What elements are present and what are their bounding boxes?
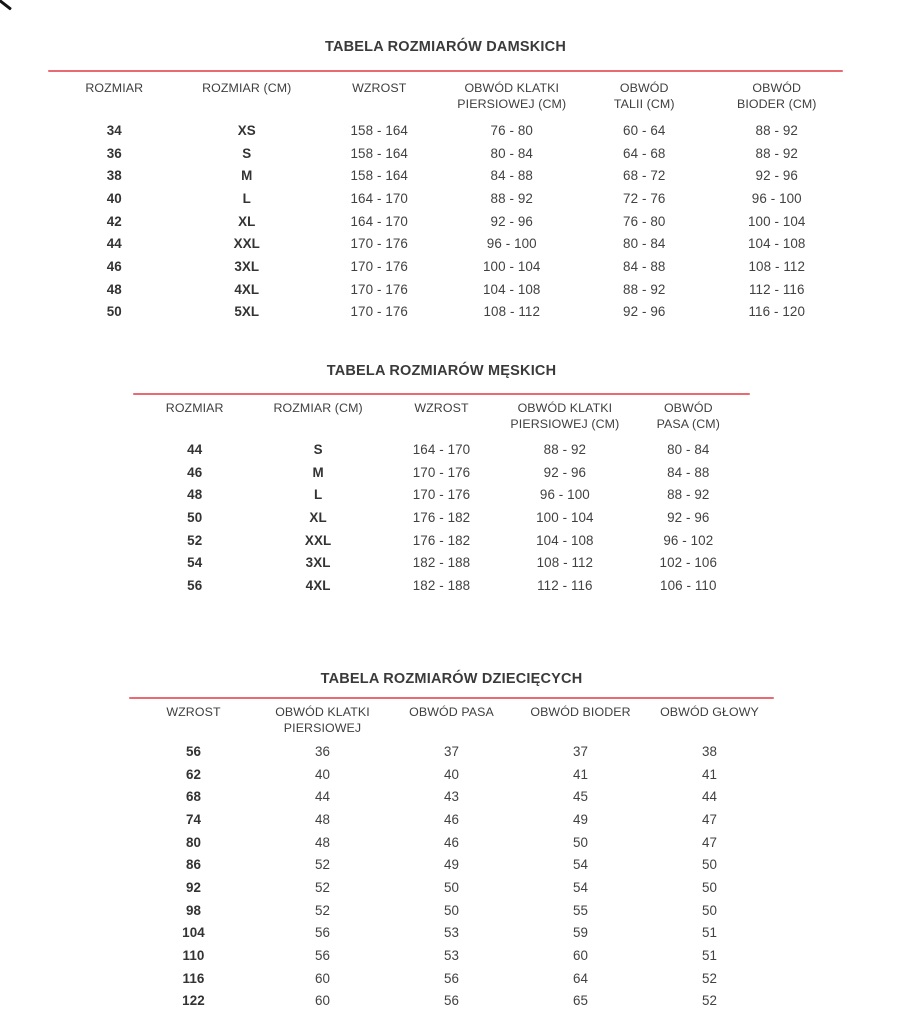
table-cell: 48: [187, 487, 203, 503]
table-cell: 50: [443, 879, 460, 895]
column-header: [387, 704, 516, 740]
table-cell: 52: [314, 902, 331, 918]
column-header-line: OBWÓD PASA: [409, 705, 494, 719]
table-cell: 41: [701, 766, 718, 782]
table-cell: 182 - 188: [412, 555, 471, 571]
table-cell: 45: [572, 789, 589, 805]
table-row: [129, 853, 774, 876]
table-cell: 100 - 104: [748, 213, 806, 229]
table-cell: 46: [443, 811, 460, 827]
table-cell: 86: [185, 857, 202, 873]
table-cell: 98: [185, 902, 202, 918]
table-row: [48, 187, 843, 210]
table-cell: 80 - 84: [623, 236, 666, 252]
table-cell: 108 - 112: [483, 304, 540, 320]
table-row: [48, 301, 843, 324]
table-cell: 59: [572, 925, 589, 941]
table-row: [129, 763, 774, 786]
table-cell: 56: [314, 948, 331, 964]
table-header-row: [48, 80, 843, 119]
table-row: [129, 944, 774, 967]
table-row: [129, 785, 774, 808]
column-header-line: OBWÓD KLATKI: [275, 705, 370, 719]
table-cell: 88 - 92: [543, 441, 587, 457]
table-cell: 50: [701, 879, 718, 895]
table-row: [133, 551, 750, 574]
table-cell: 100 - 104: [536, 509, 594, 525]
column-header: [645, 704, 774, 740]
table-cell: 106 - 110: [660, 577, 717, 593]
column-header-line: OBWÓD: [752, 81, 802, 95]
table-cell: 80 - 84: [490, 145, 533, 161]
table-cell: 44: [106, 236, 122, 252]
women-size-table-section: [48, 38, 843, 323]
table-cell: 170 - 176: [412, 487, 471, 503]
table-cell: 54: [572, 879, 589, 895]
column-header-line: PIERSIOWEJ: [283, 721, 362, 735]
column-header-line: OBWÓD: [663, 401, 713, 415]
table-cell: 50: [106, 304, 122, 320]
column-header-line: OBWÓD KLATKI: [464, 81, 560, 95]
table-cell: 34: [106, 122, 122, 138]
table-cell: 44: [187, 441, 203, 457]
table-cell: 92: [185, 879, 202, 895]
table-cell: 68: [185, 789, 202, 805]
table-cell: 3XL: [234, 258, 260, 274]
women-table-title: TABELA ROZMIARÓW DAMSKICH: [324, 39, 566, 55]
table-cell: 56: [187, 577, 203, 593]
table-cell: 46: [443, 834, 460, 850]
table-cell: 44: [314, 789, 331, 805]
table-cell: 96 - 100: [486, 236, 537, 252]
table-cell: 170 - 176: [350, 304, 408, 320]
table-cell: 164 - 170: [350, 213, 408, 229]
table-body: [133, 438, 750, 597]
table-row: [48, 164, 843, 187]
header-row: [129, 704, 774, 740]
table-row: [129, 899, 774, 922]
table-row: [129, 831, 774, 854]
table-cell: XL: [238, 213, 256, 229]
table-cell: 3XL: [305, 555, 331, 571]
header-row: [48, 80, 843, 119]
table-cell: 88 - 92: [755, 145, 798, 161]
column-header: [313, 80, 446, 119]
red-divider-line: [133, 393, 750, 395]
table-row: [129, 740, 774, 763]
table-cell: 4XL: [305, 577, 331, 593]
table-cell: 92 - 96: [490, 213, 533, 229]
table-row: [133, 574, 750, 597]
table-cell: 50: [701, 857, 718, 873]
corner-artifact-mark: [0, 0, 12, 11]
table-cell: S: [313, 441, 323, 457]
column-header-line: ROZMIAR (CM): [202, 81, 292, 95]
table-cell: 46: [187, 464, 203, 480]
table-cell: 64 - 68: [623, 145, 666, 161]
table-cell: 36: [314, 743, 331, 759]
table-cell: 164 - 170: [350, 190, 408, 206]
table-header-row: [129, 704, 774, 740]
men-table-title: TABELA ROZMIARÓW MĘSKICH: [326, 363, 557, 379]
column-header: [129, 704, 258, 740]
table-cell: L: [313, 487, 323, 503]
table-cell: 53: [443, 948, 460, 964]
column-header: [446, 80, 579, 119]
table-cell: XL: [309, 509, 327, 525]
table-cell: 4XL: [234, 281, 260, 297]
table-cell: 170 - 176: [350, 281, 408, 297]
table-cell: 116 - 120: [748, 304, 805, 320]
column-header-line: WZROST: [166, 705, 221, 719]
table-cell: 48: [314, 811, 331, 827]
table-cell: 170 - 176: [412, 464, 471, 480]
table-cell: 52: [701, 970, 718, 986]
table-cell: 64: [572, 970, 589, 986]
table-cell: 50: [572, 834, 589, 850]
table-row: [133, 438, 750, 461]
table-row: [129, 990, 774, 1013]
table-cell: L: [242, 190, 251, 206]
table-row: [133, 529, 750, 552]
column-header: [380, 400, 503, 438]
column-header: [258, 704, 387, 740]
column-header-line: ROZMIAR: [165, 401, 224, 415]
table-cell: 52: [314, 857, 331, 873]
table-body: [129, 740, 774, 1012]
table-cell: 108 - 112: [536, 555, 594, 571]
table-cell: 112 - 116: [749, 281, 805, 297]
table-cell: 76 - 80: [490, 122, 533, 138]
column-header: [181, 80, 314, 119]
table-row: [129, 876, 774, 899]
table-cell: 92 - 96: [543, 464, 587, 480]
children-table-title: TABELA ROZMIARÓW DZIECIĘCYCH: [320, 671, 583, 687]
table-row: [133, 461, 750, 484]
table-cell: 53: [443, 925, 460, 941]
table-cell: 50: [443, 902, 460, 918]
column-header-line: WZROST: [352, 81, 407, 95]
table-cell: 37: [572, 743, 589, 759]
table-cell: 47: [701, 834, 718, 850]
men-size-table-section: [133, 362, 750, 597]
column-header: [48, 80, 181, 119]
table-cell: 44: [701, 789, 718, 805]
table-cell: 56: [443, 970, 460, 986]
table-cell: 72 - 76: [623, 190, 666, 206]
table-row: [48, 232, 843, 255]
table-cell: 52: [314, 879, 331, 895]
table-cell: 104: [182, 925, 205, 941]
table-cell: 102 - 106: [659, 555, 718, 571]
children-size-table-section: [129, 670, 774, 1012]
table-cell: 122: [182, 993, 205, 1009]
table-cell: 55: [572, 902, 589, 918]
table-cell: 60: [314, 993, 331, 1009]
table-cell: 80 - 84: [667, 441, 710, 457]
column-header-line: BIODER (CM): [736, 97, 817, 111]
column-header: [503, 400, 626, 438]
header-row: [133, 400, 750, 438]
column-header: [133, 400, 256, 438]
table-cell: 88 - 92: [623, 281, 666, 297]
table-cell: 92 - 96: [755, 168, 798, 184]
table-cell: 104 - 108: [748, 236, 806, 252]
table-cell: 54: [572, 857, 589, 873]
table-cell: M: [241, 168, 253, 184]
table-cell: 48: [106, 281, 122, 297]
table-cell: 116: [182, 970, 205, 986]
table-cell: 38: [701, 743, 718, 759]
table-header-row: [133, 400, 750, 438]
table-cell: 47: [701, 811, 718, 827]
table-cell: 104 - 108: [536, 532, 594, 548]
table-row: [133, 483, 750, 506]
table-cell: 158 - 164: [350, 145, 408, 161]
table-cell: 182 - 188: [412, 577, 471, 593]
table-cell: S: [242, 145, 252, 161]
table-cell: 46: [106, 258, 122, 274]
column-header: [627, 400, 750, 438]
table-cell: 176 - 182: [412, 509, 471, 525]
table-cell: 96 - 100: [539, 487, 590, 503]
table-cell: 40: [314, 766, 331, 782]
table-cell: 110: [182, 948, 205, 964]
table-cell: 80: [185, 834, 202, 850]
table-cell: 51: [701, 925, 718, 941]
table-cell: 92 - 96: [623, 304, 666, 320]
red-divider-line: [129, 697, 774, 699]
table-cell: 51: [701, 948, 718, 964]
table-cell: 176 - 182: [412, 532, 471, 548]
column-header-line: ROZMIAR (CM): [273, 401, 363, 415]
column-header-line: WZROST: [414, 401, 469, 415]
table-cell: 38: [106, 168, 122, 184]
table-cell: 84 - 88: [623, 258, 666, 274]
column-header-line: ROZMIAR: [85, 81, 144, 95]
table-cell: XS: [237, 122, 256, 138]
table-row: [48, 142, 843, 165]
table-cell: 96 - 100: [751, 190, 802, 206]
table-cell: 50: [701, 902, 718, 918]
table-cell: 88 - 92: [490, 190, 533, 206]
table-cell: XXL: [233, 236, 260, 252]
men-size-table: [133, 400, 750, 597]
children-size-table: [129, 704, 774, 1012]
table-cell: 56: [443, 993, 460, 1009]
table-cell: 62: [185, 766, 202, 782]
table-cell: 50: [187, 509, 203, 525]
table-body: [48, 119, 843, 323]
table-cell: 84 - 88: [490, 168, 533, 184]
table-cell: 100 - 104: [483, 258, 541, 274]
table-cell: 158 - 164: [350, 122, 408, 138]
table-row: [133, 506, 750, 529]
women-size-table: [48, 80, 843, 323]
table-cell: 52: [187, 532, 203, 548]
table-row: [48, 278, 843, 301]
column-header-line: OBWÓD KLATKI: [517, 401, 613, 415]
table-cell: 60: [314, 970, 331, 986]
column-header-line: OBWÓD BIODER: [530, 705, 631, 719]
table-cell: 88 - 92: [755, 122, 798, 138]
table-cell: 158 - 164: [350, 168, 408, 184]
table-row: [48, 119, 843, 142]
table-cell: 108 - 112: [748, 258, 805, 274]
table-cell: 43: [443, 789, 460, 805]
table-cell: 84 - 88: [667, 464, 710, 480]
table-cell: 170 - 176: [350, 258, 408, 274]
table-cell: 104 - 108: [483, 281, 541, 297]
table-cell: 48: [314, 834, 331, 850]
column-header-line: PIERSIOWEJ (CM): [457, 97, 567, 111]
table-cell: 92 - 96: [667, 509, 710, 525]
table-cell: 49: [572, 811, 589, 827]
table-cell: 40: [106, 190, 122, 206]
table-cell: 65: [572, 993, 589, 1009]
column-header-line: TALII (CM): [613, 97, 675, 111]
table-cell: 60: [572, 948, 589, 964]
column-header-line: OBWÓD: [619, 81, 669, 95]
table-cell: 56: [314, 925, 331, 941]
column-header: [711, 80, 844, 119]
table-cell: 54: [187, 555, 203, 571]
table-row: [129, 922, 774, 945]
column-header-line: PIERSIOWEJ (CM): [510, 417, 620, 431]
table-cell: 41: [572, 766, 589, 782]
table-cell: 170 - 176: [350, 236, 408, 252]
table-cell: 52: [701, 993, 718, 1009]
column-header: [516, 704, 645, 740]
column-header: [578, 80, 711, 119]
table-cell: 49: [443, 857, 460, 873]
table-row: [129, 967, 774, 990]
table-cell: 68 - 72: [623, 168, 666, 184]
table-cell: 56: [185, 743, 202, 759]
table-cell: 60 - 64: [623, 122, 666, 138]
table-cell: 74: [185, 811, 202, 827]
table-row: [48, 255, 843, 278]
table-cell: 5XL: [234, 304, 260, 320]
table-cell: M: [312, 464, 324, 480]
table-cell: 76 - 80: [623, 213, 666, 229]
table-cell: 164 - 170: [412, 441, 471, 457]
column-header-line: OBWÓD GŁOWY: [660, 705, 759, 719]
red-divider-line: [48, 70, 843, 72]
table-cell: 96 - 102: [663, 532, 714, 548]
table-row: [48, 210, 843, 233]
table-cell: 40: [443, 766, 460, 782]
table-cell: 37: [443, 743, 460, 759]
table-cell: 88 - 92: [667, 487, 710, 503]
column-header-line: PASA (CM): [656, 417, 720, 431]
table-cell: 112 - 116: [537, 577, 593, 593]
table-cell: 42: [106, 213, 122, 229]
table-cell: 36: [106, 145, 122, 161]
table-cell: XXL: [304, 532, 332, 548]
table-row: [129, 808, 774, 831]
column-header: [256, 400, 379, 438]
